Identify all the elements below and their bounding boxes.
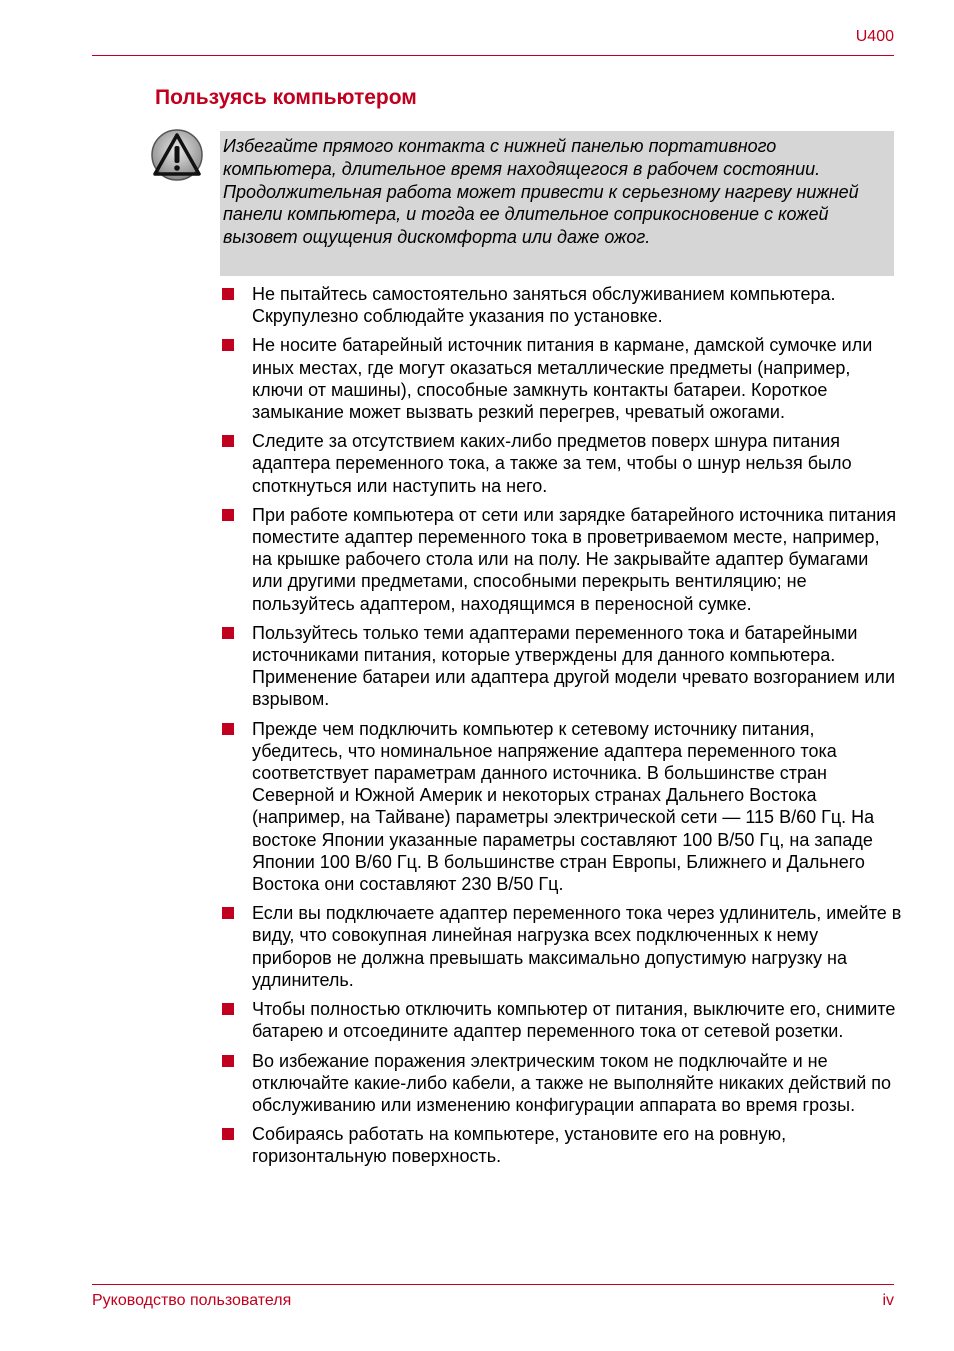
bullet-square-icon bbox=[222, 435, 234, 447]
list-item bbox=[222, 718, 902, 896]
caution-box bbox=[220, 131, 894, 276]
list-item-text: Пользуйтесь только теми адаптерами переменного тока и батарейными источниками питания, которые утверждены для данного компьютера. Применение батареи или адаптера другой модели чревато возгоранием или взрывом. bbox=[252, 622, 896, 710]
list-item-text: Не пытайтесь самостоятельно заняться обслуживанием компьютера. Скрупулезно соблюдайте указания по установке. bbox=[252, 284, 836, 327]
warning-triangle-icon bbox=[150, 128, 204, 182]
list-item bbox=[222, 998, 902, 1042]
list-item-text: Во избежание поражения электрическим током не подключайте и не отключайте какие-либо кабели, а также не выполняйте никаких действий по обслуживанию или изменению конфигурации аппарата во время грозы. bbox=[252, 1050, 892, 1115]
header-rule bbox=[92, 55, 894, 56]
bullet-square-icon bbox=[222, 288, 234, 300]
list-item-text: Прежде чем подключить компьютер к сетевому источнику питания, убедитесь, что номинальное напряжение адаптера переменного тока соответствует параметрам данного источника. В большинстве стран Северной и Южной Америк и некоторых странах Дальнего Востока (например, на Тайване) параметры электрической сети — 115 В/60 Гц. На востоке Японии указанные параметры составляют 100 В/50 Гц, на западе Японии 100 В/60 Гц. В большинстве стран Европы, Ближнего и Дальнего Востока они составляют 230 В/50 Гц. bbox=[252, 718, 875, 895]
list-item bbox=[222, 504, 902, 615]
bullet-square-icon bbox=[222, 723, 234, 735]
list-item bbox=[222, 334, 902, 423]
list-item bbox=[222, 1123, 902, 1167]
list-item-text: Следите за отсутствием каких-либо предметов поверх шнура питания адаптера переменного тока, а также за тем, чтобы о шнур нельзя было споткнуться или наступить на него. bbox=[252, 431, 852, 496]
list-item bbox=[222, 283, 902, 327]
section-title: Пользуясь компьютером bbox=[155, 86, 417, 109]
list-item bbox=[222, 430, 902, 497]
list-item bbox=[222, 1050, 902, 1117]
safety-bullet-list bbox=[222, 283, 902, 1175]
list-item-text: Если вы подключаете адаптер переменного тока через удлинитель, имейте в виду, что совокупная линейная нагрузка всех подключенных к нему приборов не должна превышать максимально допустимую нагрузку на удлинитель. bbox=[252, 903, 902, 990]
list-item-text: Собираясь работать на компьютере, установите его на ровную, горизонтальную поверхность. bbox=[252, 1124, 787, 1167]
list-item-text: Не носите батарейный источник питания в кармане, дамской сумочке или иных местах, где могут оказаться металлические предметы (например, ключи от машины), способные замкнуть контакты батареи. Короткое замыкание может вызвать резкий перегрев, чреватый ожогами. bbox=[252, 335, 873, 423]
caution-text: Избегайте прямого контакта с нижней панелью портативного компьютера, длительное время находящегося в рабочем состоянии. Продолжительная работа может привести к серьезному нагреву нижней панели компьютера, и тогда ее длительное соприкосновение с кожей вызовет ощущения дискомфорта или даже ожог. bbox=[223, 136, 859, 248]
bullet-square-icon bbox=[222, 1055, 234, 1067]
footer-page-number: iv bbox=[882, 1292, 894, 1309]
header-model-label: U400 bbox=[855, 28, 894, 45]
bullet-square-icon bbox=[222, 907, 234, 919]
footer-rule bbox=[92, 1284, 894, 1285]
list-item-text: При работе компьютера от сети или зарядке батарейного источника питания поместите адаптер переменного тока в проветриваемом месте, например, на крышке рабочего стола или на полу. Не закрывайте адаптер бумагами или другими предметами, способными перекрыть вентиляцию; не пользуйтесь адаптером, находящимся в переносной сумке. bbox=[252, 504, 897, 614]
list-item bbox=[222, 902, 902, 991]
list-item bbox=[222, 622, 902, 711]
bullet-square-icon bbox=[222, 1128, 234, 1140]
footer-manual-title: Руководство пользователя bbox=[92, 1292, 292, 1309]
list-item-text: Чтобы полностью отключить компьютер от питания, выключите его, снимите батарею и отсоедините адаптер переменного тока от сетевой розетки. bbox=[252, 999, 896, 1042]
bullet-square-icon bbox=[222, 339, 234, 351]
bullet-square-icon bbox=[222, 627, 234, 639]
bullet-square-icon bbox=[222, 509, 234, 521]
bullet-square-icon bbox=[222, 1003, 234, 1015]
